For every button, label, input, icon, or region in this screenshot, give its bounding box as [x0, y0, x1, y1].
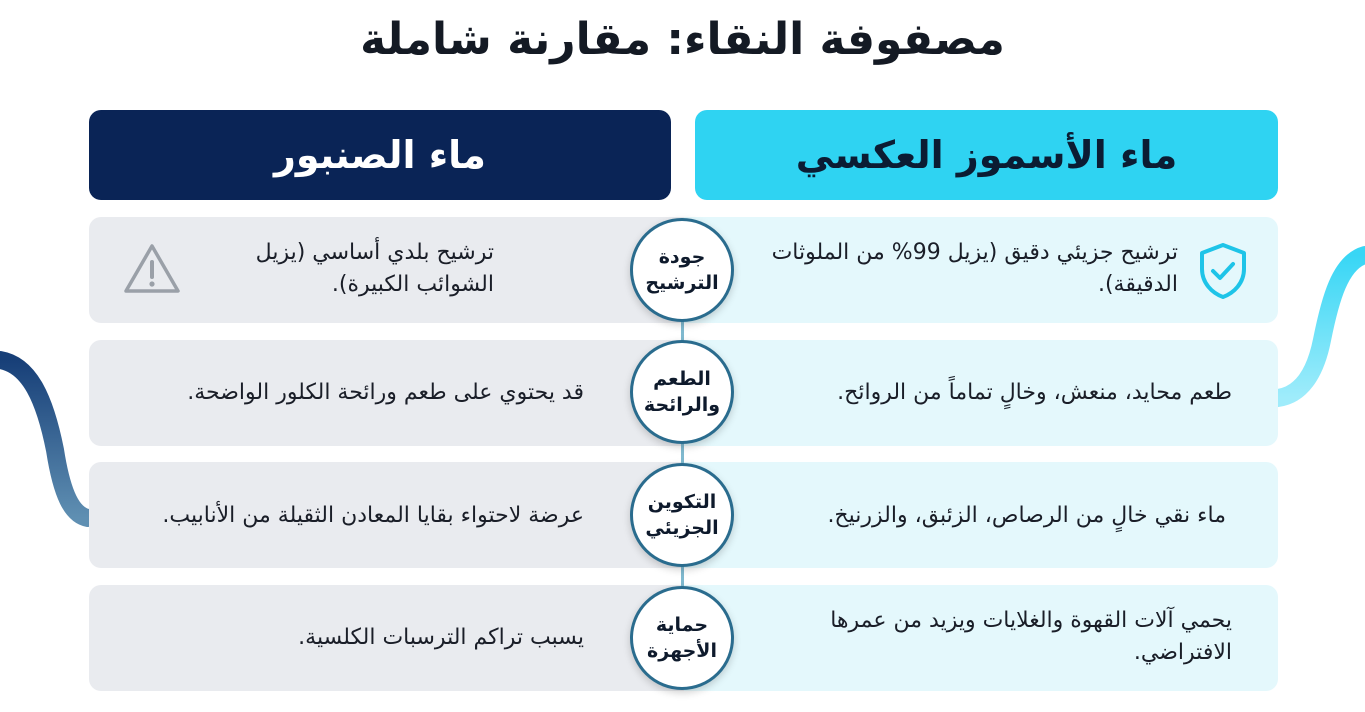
ro-cell — [684, 462, 1278, 568]
criterion-badge-taste: الطعم والرائحة — [630, 340, 734, 444]
column-header-ro: ماء الأسموز العكسي — [695, 110, 1278, 200]
tap-cell-text: قد يحتوي على طعم ورائحة الكلور الواضحة. — [187, 380, 584, 405]
tap-cell — [89, 340, 684, 446]
criterion-badge-appliances: حماية الأجهزة — [630, 586, 734, 690]
tap-cell — [89, 585, 684, 691]
ro-cell-text: ترشيح جزيئي دقيق (يزيل 99% من الملوثات الدقيقة). — [771, 240, 1178, 297]
ro-cell-text: ماء نقي خالٍ من الرصاص، الزئبق، والزرنيخ. — [827, 503, 1226, 528]
tap-cell-text: عرضة لاحتواء بقايا المعادن الثقيلة من الأنابيب. — [162, 503, 584, 528]
tap-cell-text: ترشيح بلدي أساسي (يزيل الشوائب الكبيرة). — [255, 240, 494, 297]
right-wave — [1278, 255, 1365, 398]
criterion-badge-composition: التكوين الجزيئي — [630, 463, 734, 567]
left-wave — [0, 360, 88, 518]
tap-cell — [89, 462, 684, 568]
ro-cell — [684, 340, 1278, 446]
warning-triangle-icon — [121, 241, 183, 297]
shield-check-icon — [1196, 241, 1250, 301]
ro-cell — [684, 217, 1278, 323]
ro-cell-text: يحمي آلات القهوة والغلايات ويزيد من عمرها الافتراضي. — [830, 608, 1232, 665]
criterion-badge-filtration: جودة الترشيح — [630, 218, 734, 322]
ro-cell — [684, 585, 1278, 691]
tap-cell-text: يسبب تراكم الترسبات الكلسية. — [298, 625, 584, 650]
column-header-tap: ماء الصنبور — [89, 110, 671, 200]
ro-cell-text: طعم محايد، منعش، وخالٍ تماماً من الروائح. — [837, 380, 1232, 405]
page-title: مصفوفة النقاء: مقارنة شاملة — [360, 14, 1005, 65]
tap-cell — [89, 217, 684, 323]
